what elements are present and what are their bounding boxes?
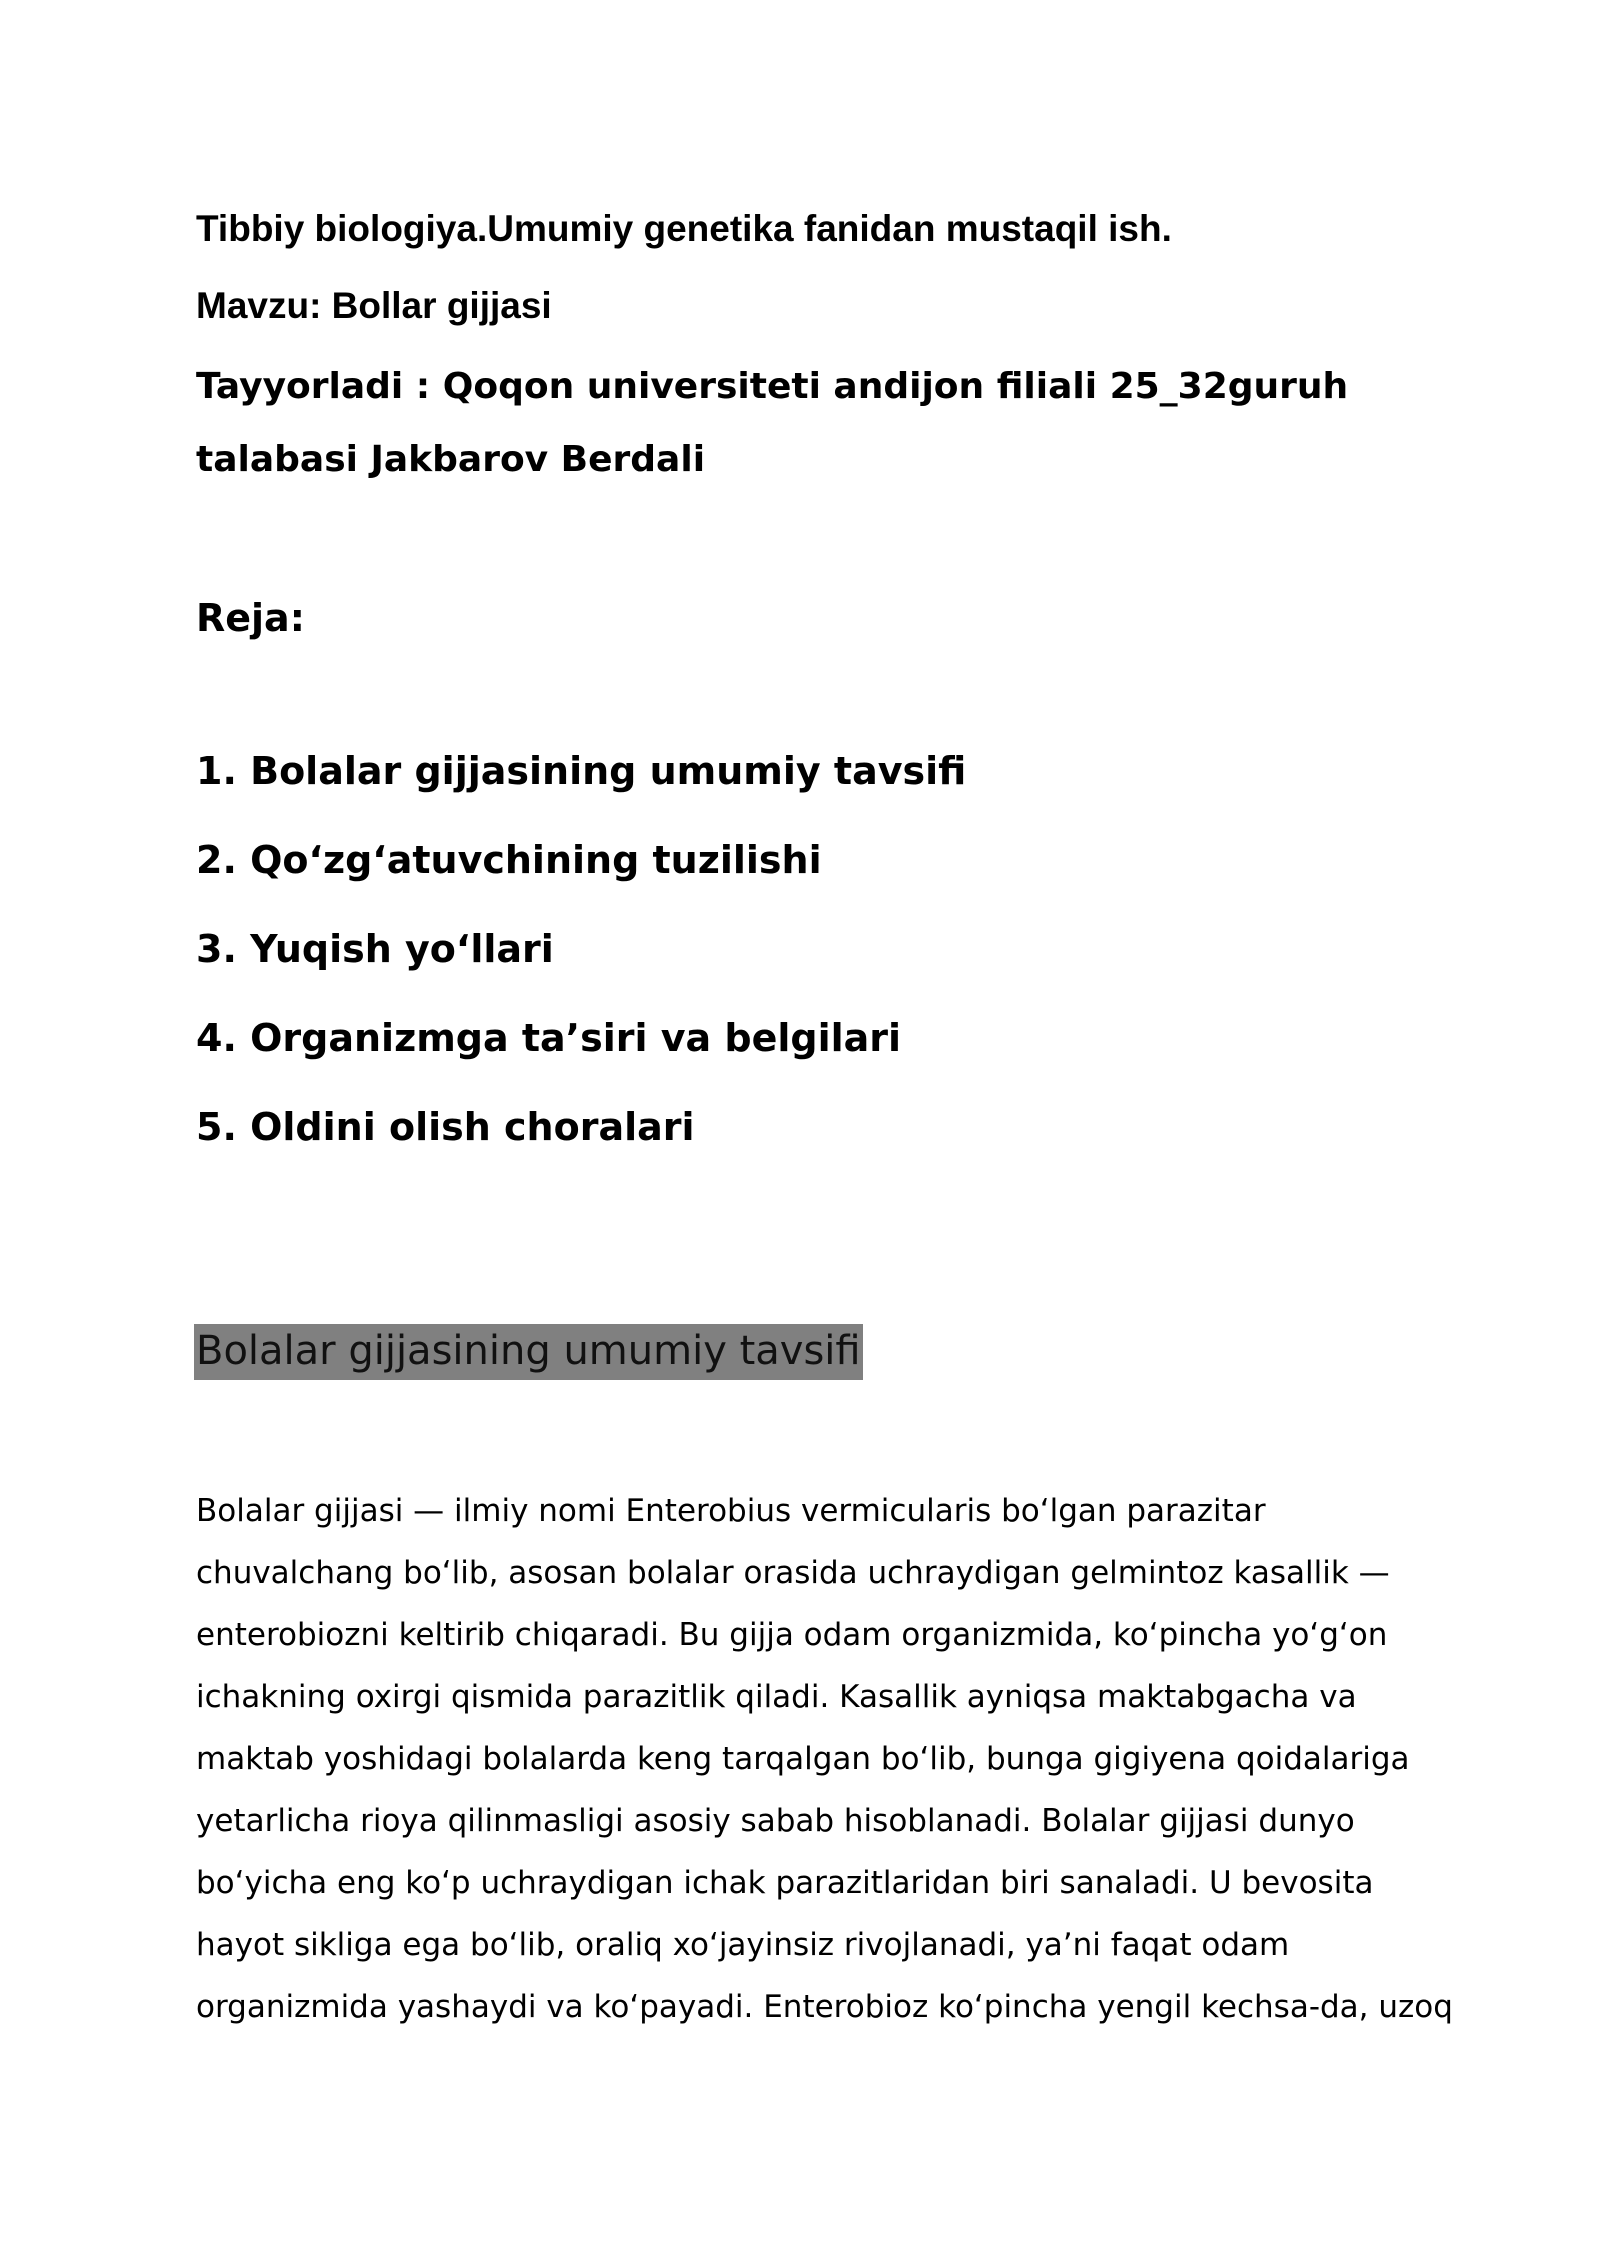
- document-title: Tibbiy biologiya.Umumiy genetika fanidan mustaqil ish.: [196, 208, 1172, 249]
- author-line-2: talabasi Jakbarov Berdali: [196, 439, 706, 480]
- plan-item-2: 2. Qo‘zg‘atuvchining tuzilishi: [196, 838, 822, 882]
- body-line: maktab yoshidagi bolalarda keng tarqalgan bo‘lib, bunga gigiyena qoidalariga: [196, 1741, 1410, 1777]
- body-line: Bolalar gijjasi — ilmiy nomi Enterobius vermicularis bo‘lgan parazitar: [196, 1493, 1266, 1529]
- section-heading: Bolalar gijjasining umumiy tavsifi: [194, 1324, 863, 1380]
- plan-heading: Reja:: [196, 596, 305, 640]
- document-topic: Mavzu: Bollar gijjasi: [196, 285, 552, 326]
- body-line: hayot sikliga ega bo‘lib, oraliq xo‘jayinsiz rivojlanadi, ya’ni faqat odam: [196, 1927, 1290, 1963]
- body-line: bo‘yicha eng ko‘p uchraydigan ichak parazitlaridan biri sanaladi. U bevosita: [196, 1865, 1374, 1901]
- author-line-1: Tayyorladi : Qoqon universiteti andijon filiali 25_32guruh: [196, 366, 1349, 407]
- body-line: organizmida yashaydi va ko‘payadi. Enterobioz ko‘pincha yengil kechsa-da, uzoq: [196, 1989, 1453, 2025]
- body-line: enterobiozni keltirib chiqaradi. Bu gijja odam organizmida, ko‘pincha yo‘g‘on: [196, 1617, 1388, 1653]
- body-line: ichakning oxirgi qismida parazitlik qiladi. Kasallik ayniqsa maktabgacha va: [196, 1679, 1357, 1715]
- section-body: [196, 1480, 1453, 2038]
- body-line: chuvalchang bo‘lib, asosan bolalar orasida uchraydigan gelmintoz kasallik —: [196, 1555, 1390, 1591]
- plan-item-5: 5. Oldini olish choralari: [196, 1105, 695, 1149]
- body-line: yetarlicha rioya qilinmasligi asosiy sabab hisoblanadi. Bolalar gijjasi dunyo: [196, 1803, 1355, 1839]
- plan-item-3: 3. Yuqish yo‘llari: [196, 927, 554, 971]
- plan-item-4: 4. Organizmga ta’siri va belgilari: [196, 1016, 902, 1060]
- plan-item-1: 1. Bolalar gijjasining umumiy tavsifi: [196, 749, 967, 793]
